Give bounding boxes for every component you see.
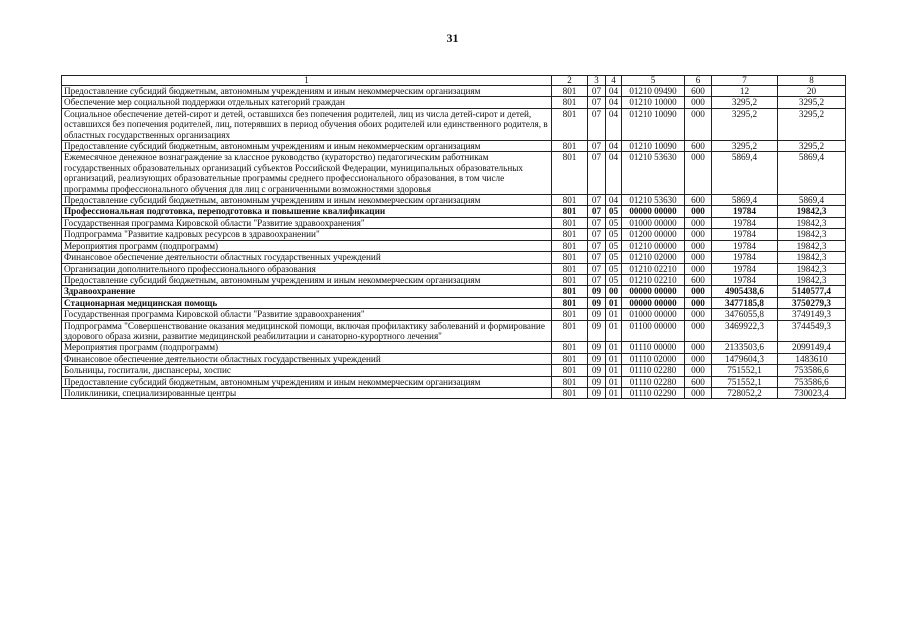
row-name: Предоставление субсидий бюджетным, автономным учреждениям и иным некоммерческим организациям <box>62 274 552 285</box>
target-article-code: 01100 00000 <box>622 320 685 342</box>
amount-year-2: 19842,3 <box>778 229 846 240</box>
ved-code: 801 <box>552 240 588 251</box>
subsection-code: 01 <box>606 376 622 387</box>
amount-year-2: 3295,2 <box>778 97 846 108</box>
ved-code: 801 <box>552 108 588 140</box>
header-cell: 5 <box>622 76 685 86</box>
target-article-code: 01210 53630 <box>622 152 685 195</box>
table-row <box>62 97 846 108</box>
target-article-code: 01210 02210 <box>622 263 685 274</box>
table-row <box>62 309 846 320</box>
section-code: 09 <box>588 309 606 320</box>
target-article-code: 01110 02280 <box>622 365 685 376</box>
section-code: 09 <box>588 320 606 342</box>
table-row <box>62 297 846 308</box>
amount-year-1: 3476055,8 <box>712 309 778 320</box>
section-code: 07 <box>588 152 606 195</box>
expense-type-code: 000 <box>685 252 712 263</box>
expense-type-code: 000 <box>685 365 712 376</box>
amount-year-1: 1479604,3 <box>712 353 778 364</box>
table-row <box>62 217 846 228</box>
amount-year-1: 19784 <box>712 252 778 263</box>
subsection-code: 05 <box>606 274 622 285</box>
row-name: Организации дополнительного профессионального образования <box>62 263 552 274</box>
section-code: 07 <box>588 240 606 251</box>
amount-year-1: 2133503,6 <box>712 342 778 353</box>
amount-year-1: 12 <box>712 86 778 97</box>
expense-type-code: 600 <box>685 376 712 387</box>
section-code: 09 <box>588 376 606 387</box>
section-code: 07 <box>588 97 606 108</box>
amount-year-1: 751552,1 <box>712 376 778 387</box>
ved-code: 801 <box>552 206 588 217</box>
section-code: 09 <box>588 342 606 353</box>
subsection-code: 04 <box>606 97 622 108</box>
amount-year-2: 20 <box>778 86 846 97</box>
target-article-code: 01210 53630 <box>622 195 685 206</box>
amount-year-1: 3295,2 <box>712 97 778 108</box>
amount-year-2: 3750279,3 <box>778 297 846 308</box>
expense-type-code: 000 <box>685 286 712 297</box>
target-article-code: 01210 10000 <box>622 97 685 108</box>
amount-year-1: 3295,2 <box>712 141 778 152</box>
section-code: 09 <box>588 297 606 308</box>
amount-year-1: 19784 <box>712 274 778 285</box>
section-code: 07 <box>588 206 606 217</box>
section-code: 09 <box>588 387 606 398</box>
amount-year-2: 3744549,3 <box>778 320 846 342</box>
subsection-code: 00 <box>606 286 622 297</box>
row-name: Ежемесячное денежное вознаграждение за классное руководство (кураторство) педагогическим работникам государственных образовательных организаций субъектов Российской Федерации, муниципальных образовательных организаций, реализующих образовательные программы среднего профессионального образования, в том числе программы профессионального обучения для лиц с ограниченными возможностями здоровья <box>62 152 552 195</box>
subsection-code: 05 <box>606 252 622 263</box>
amount-year-1: 728052,2 <box>712 387 778 398</box>
ved-code: 801 <box>552 320 588 342</box>
ved-code: 801 <box>552 97 588 108</box>
subsection-code: 04 <box>606 108 622 140</box>
table-row <box>62 342 846 353</box>
header-cell: 4 <box>606 76 622 86</box>
row-name: Мероприятия программ (подпрограмм) <box>62 240 552 251</box>
row-name: Финансовое обеспечение деятельности областных государственных учреждений <box>62 353 552 364</box>
expense-type-code: 000 <box>685 240 712 251</box>
row-name: Поликлиники, специализированные центры <box>62 387 552 398</box>
budget-table <box>61 75 846 399</box>
amount-year-1: 19784 <box>712 217 778 228</box>
target-article-code: 01110 02280 <box>622 376 685 387</box>
section-code: 07 <box>588 229 606 240</box>
expense-type-code: 000 <box>685 387 712 398</box>
subsection-code: 01 <box>606 320 622 342</box>
expense-type-code: 000 <box>685 229 712 240</box>
table-row <box>62 376 846 387</box>
ved-code: 801 <box>552 297 588 308</box>
expense-type-code: 000 <box>685 217 712 228</box>
amount-year-1: 19784 <box>712 229 778 240</box>
row-name: Предоставление субсидий бюджетным, автономным учреждениям и иным некоммерческим организациям <box>62 141 552 152</box>
expense-type-code: 000 <box>685 353 712 364</box>
amount-year-1: 4905438,6 <box>712 286 778 297</box>
subsection-code: 04 <box>606 86 622 97</box>
amount-year-2: 730023,4 <box>778 387 846 398</box>
target-article-code: 01110 00000 <box>622 342 685 353</box>
expense-type-code: 000 <box>685 297 712 308</box>
ved-code: 801 <box>552 286 588 297</box>
row-name: Обеспечение мер социальной поддержки отдельных категорий граждан <box>62 97 552 108</box>
target-article-code: 01210 02000 <box>622 252 685 263</box>
amount-year-2: 3749149,3 <box>778 309 846 320</box>
row-name: Предоставление субсидий бюджетным, автономным учреждениям и иным некоммерческим организациям <box>62 195 552 206</box>
row-name: Больницы, госпитали, диспансеры, хоспис <box>62 365 552 376</box>
subsection-code: 05 <box>606 240 622 251</box>
row-name: Предоставление субсидий бюджетным, автономным учреждениям и иным некоммерческим организациям <box>62 86 552 97</box>
section-code: 07 <box>588 217 606 228</box>
subsection-code: 01 <box>606 309 622 320</box>
header-cell: 6 <box>685 76 712 86</box>
ved-code: 801 <box>552 217 588 228</box>
target-article-code: 01210 00000 <box>622 240 685 251</box>
table-row <box>62 108 846 140</box>
ved-code: 801 <box>552 309 588 320</box>
subsection-code: 01 <box>606 297 622 308</box>
target-article-code: 01200 00000 <box>622 229 685 240</box>
subsection-code: 01 <box>606 353 622 364</box>
expense-type-code: 000 <box>685 108 712 140</box>
table-row <box>62 141 846 152</box>
row-name: Подпрограмма "Развитие кадровых ресурсов в здравоохранении" <box>62 229 552 240</box>
target-article-code: 01210 10090 <box>622 108 685 140</box>
amount-year-2: 19842,3 <box>778 240 846 251</box>
amount-year-2: 3295,2 <box>778 108 846 140</box>
ved-code: 801 <box>552 252 588 263</box>
amount-year-2: 753586,6 <box>778 365 846 376</box>
target-article-code: 00000 00000 <box>622 206 685 217</box>
table-row <box>62 152 846 195</box>
section-code: 09 <box>588 353 606 364</box>
ved-code: 801 <box>552 263 588 274</box>
section-code: 09 <box>588 286 606 297</box>
amount-year-2: 5869,4 <box>778 152 846 195</box>
table-row <box>62 365 846 376</box>
header-cell: 1 <box>62 76 552 86</box>
amount-year-1: 3477185,8 <box>712 297 778 308</box>
header-row <box>62 76 846 86</box>
ved-code: 801 <box>552 274 588 285</box>
header-cell: 2 <box>552 76 588 86</box>
row-name: Профессиональная подготовка, переподготовка и повышение квалификации <box>62 206 552 217</box>
expense-type-code: 000 <box>685 97 712 108</box>
section-code: 07 <box>588 108 606 140</box>
ved-code: 801 <box>552 342 588 353</box>
header-cell: 7 <box>712 76 778 86</box>
table-row <box>62 274 846 285</box>
ved-code: 801 <box>552 376 588 387</box>
table-row <box>62 263 846 274</box>
amount-year-1: 19784 <box>712 240 778 251</box>
target-article-code: 01210 09490 <box>622 86 685 97</box>
table-row <box>62 86 846 97</box>
table-row <box>62 206 846 217</box>
target-article-code: 01110 02000 <box>622 353 685 364</box>
target-article-code: 01210 10090 <box>622 141 685 152</box>
expense-type-code: 000 <box>685 206 712 217</box>
target-article-code: 00000 00000 <box>622 297 685 308</box>
target-article-code: 01000 00000 <box>622 309 685 320</box>
amount-year-2: 19842,3 <box>778 217 846 228</box>
row-name: Стационарная медицинская помощь <box>62 297 552 308</box>
subsection-code: 01 <box>606 387 622 398</box>
row-name: Финансовое обеспечение деятельности областных государственных учреждений <box>62 252 552 263</box>
amount-year-2: 1483610 <box>778 353 846 364</box>
amount-year-2: 3295,2 <box>778 141 846 152</box>
page-number: 31 <box>446 31 459 45</box>
expense-type-code: 000 <box>685 309 712 320</box>
amount-year-2: 19842,3 <box>778 274 846 285</box>
section-code: 07 <box>588 263 606 274</box>
amount-year-2: 2099149,4 <box>778 342 846 353</box>
row-name: Государственная программа Кировской области "Развитие здравоохранения" <box>62 309 552 320</box>
ved-code: 801 <box>552 229 588 240</box>
subsection-code: 04 <box>606 195 622 206</box>
target-article-code: 01000 00000 <box>622 217 685 228</box>
row-name: Государственная программа Кировской области "Развитие здравоохранения" <box>62 217 552 228</box>
expense-type-code: 600 <box>685 274 712 285</box>
amount-year-2: 19842,3 <box>778 252 846 263</box>
ved-code: 801 <box>552 365 588 376</box>
subsection-code: 05 <box>606 206 622 217</box>
expense-type-code: 600 <box>685 86 712 97</box>
amount-year-1: 19784 <box>712 263 778 274</box>
table-row <box>62 353 846 364</box>
ved-code: 801 <box>552 353 588 364</box>
amount-year-1: 3295,2 <box>712 108 778 140</box>
amount-year-1: 5869,4 <box>712 195 778 206</box>
subsection-code: 05 <box>606 263 622 274</box>
amount-year-2: 753586,6 <box>778 376 846 387</box>
ved-code: 801 <box>552 86 588 97</box>
ved-code: 801 <box>552 195 588 206</box>
expense-type-code: 600 <box>685 141 712 152</box>
expense-type-code: 000 <box>685 263 712 274</box>
amount-year-1: 5869,4 <box>712 152 778 195</box>
amount-year-2: 5140577,4 <box>778 286 846 297</box>
section-code: 07 <box>588 252 606 263</box>
table-row <box>62 240 846 251</box>
ved-code: 801 <box>552 387 588 398</box>
subsection-code: 04 <box>606 152 622 195</box>
ved-code: 801 <box>552 152 588 195</box>
header-cell: 8 <box>778 76 846 86</box>
table-row <box>62 252 846 263</box>
subsection-code: 05 <box>606 217 622 228</box>
ved-code: 801 <box>552 141 588 152</box>
subsection-code: 01 <box>606 365 622 376</box>
section-code: 07 <box>588 274 606 285</box>
row-name: Подпрограмма "Совершенствование оказания медицинской помощи, включая профилактику заболеваний и формирование здорового образа жизни, развитие медицинской реабилитации и санаторно-курортного лечения" <box>62 320 552 342</box>
expense-type-code: 000 <box>685 320 712 342</box>
amount-year-1: 3469922,3 <box>712 320 778 342</box>
amount-year-1: 19784 <box>712 206 778 217</box>
subsection-code: 04 <box>606 141 622 152</box>
amount-year-2: 19842,3 <box>778 206 846 217</box>
amount-year-1: 751552,1 <box>712 365 778 376</box>
section-code: 07 <box>588 141 606 152</box>
table-row <box>62 320 846 342</box>
row-name: Предоставление субсидий бюджетным, автономным учреждениям и иным некоммерческим организациям <box>62 376 552 387</box>
row-name: Социальное обеспечение детей-сирот и детей, оставшихся без попечения родителей, лиц из числа детей-сирот и детей, оставшихся без попечения родителей, лиц, потерявших в период обучения обоих родителей или единственного родителя, в областных государственных организациях <box>62 108 552 140</box>
header-cell: 3 <box>588 76 606 86</box>
table-row <box>62 229 846 240</box>
target-article-code: 01210 02210 <box>622 274 685 285</box>
section-code: 07 <box>588 195 606 206</box>
table-row <box>62 387 846 398</box>
table-row <box>62 286 846 297</box>
table-row <box>62 195 846 206</box>
section-code: 07 <box>588 86 606 97</box>
target-article-code: 00000 00000 <box>622 286 685 297</box>
expense-type-code: 600 <box>685 195 712 206</box>
row-name: Здравоохранение <box>62 286 552 297</box>
subsection-code: 05 <box>606 229 622 240</box>
amount-year-2: 19842,3 <box>778 263 846 274</box>
expense-type-code: 000 <box>685 152 712 195</box>
amount-year-2: 5869,4 <box>778 195 846 206</box>
section-code: 09 <box>588 365 606 376</box>
target-article-code: 01110 02290 <box>622 387 685 398</box>
subsection-code: 01 <box>606 342 622 353</box>
row-name: Мероприятия программ (подпрограмм) <box>62 342 552 353</box>
expense-type-code: 000 <box>685 342 712 353</box>
